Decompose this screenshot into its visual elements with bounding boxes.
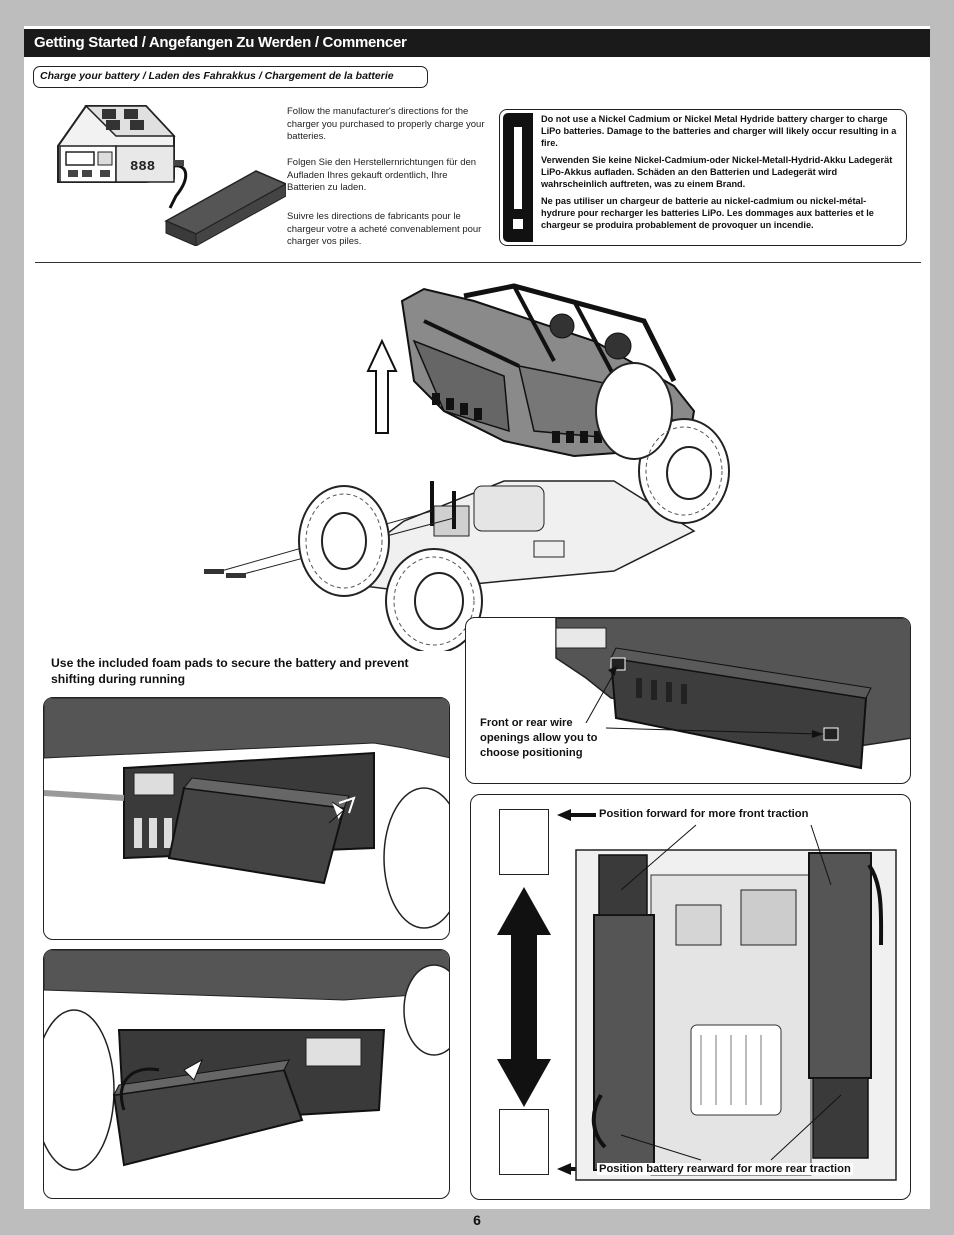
warning-box [499,109,907,246]
wire-openings-note: Front or rear wire openings allow you to choose positioning [480,717,598,759]
warning-en: Do not use a Nickel Cadmium or Nickel Metal Hydride battery charger to charge LiPo batteries. Damage to the batteries and charger will likely occur resulting in a fire. [541,114,897,148]
position-forward-label: Position forward for more front traction [599,808,809,820]
foam-pad-panel-1 [43,697,450,940]
foam-pad-note: Use the included foam pads to secure the battery and prevent shifting during running [51,656,409,686]
exclamation-icon [503,113,533,242]
foam-pad-panel-2 [43,949,450,1199]
battery-position-panel [470,794,911,1200]
warning-fr: Ne pas utiliser un chargeur de batterie au nickel-cadmium ou nickel-métal-hydrure pour recharger les batteries LiPo. Les dommages aux batteries et le chargeur se produira probablement de provoquer un incendie. [541,196,874,230]
page-header: Getting Started / Angefangen Zu Werden / Commencer [24,29,930,57]
instruction-en: Follow the manufacturer's directions for the charger you purchased to properly charge your batteries. [287,106,485,142]
divider [35,262,921,263]
position-rearward-label: Position battery rearward for more rear traction [599,1163,851,1175]
charger-display-text: 888 [130,159,156,175]
vehicle-exploded-illustration [174,281,774,651]
manual-page [24,26,930,1228]
charger-illustration [46,96,286,246]
warning-de: Verwenden Sie keine Nickel-Cadmium-oder Nickel-Metall-Hydrid-Akku Ladegerät LiPo-Akkus aufladen. Schäden an den Batterien und Ladegerät wird wahrscheinlich auftreten, was zu einem Brand. [541,155,893,189]
section-title: Charge your battery / Laden des Fahrakkus / Chargement de la batterie [33,66,428,88]
instruction-de: Folgen Sie den Herstellernrichtungen für den Aufladen Ihres gekauft ordentlich, Ihre Batterien zu laden. [287,157,477,193]
page-number: 6 [473,1212,481,1228]
instruction-fr: Suivre les directions de fabricants pour le chargeur votre a acheté convenablement pour charger vos piles. [287,211,482,247]
